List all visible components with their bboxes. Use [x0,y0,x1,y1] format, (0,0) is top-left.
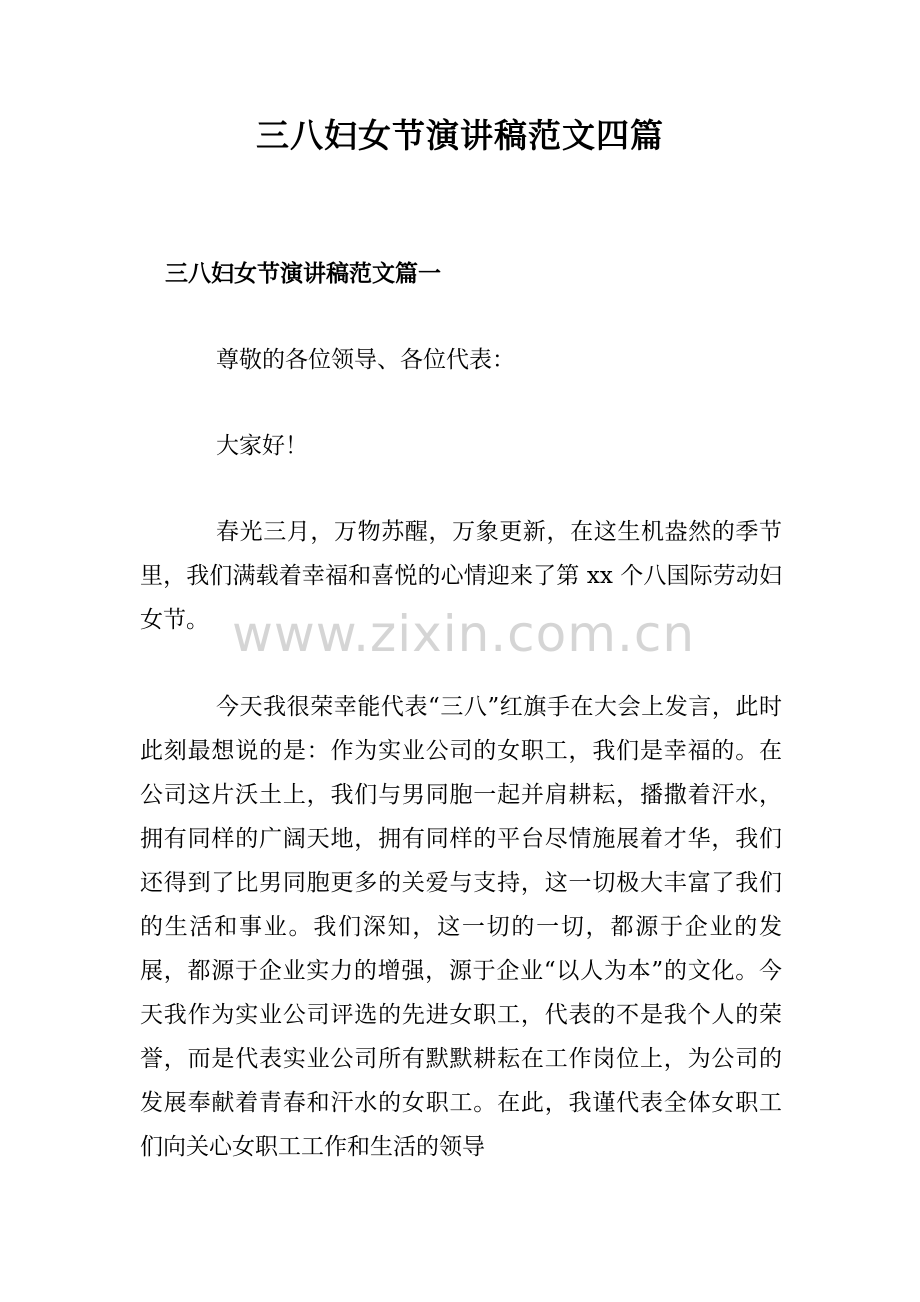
body-paragraph: 春光三月，万物苏醒，万象更新，在这生机盎然的季节里，我们满载着幸福和喜悦的心情迎来了第 xx 个八国际劳动妇女节。 [140,519,782,633]
greeting-paragraph: 大家好！ [216,433,308,459]
page-title: 三八妇女节演讲稿范文四篇 [256,116,664,155]
body-paragraph: 今天我很荣幸能代表“三八”红旗手在大会上发言，此时此刻最想说的是：作为实业公司的女职工，我们是幸福的。在公司这片沃土上，我们与男同胞一起并肩耕耘，播撒着汗水，拥有同样的广阔天地，拥有同样的平台尽情施展着才华，我们还得到了比男同胞更多的关爱与支持，这一切极大丰富了我们的生活和事业。我们深知，这一切的一切，都源于企业的发展，都源于企业实力的增强，源于企业“以人为本”的文化。今天我作为实业公司评选的先进女职工，代表的不是我个人的荣誉，而是代表实业公司所有默默耕耘在工作岗位上，为公司的发展奉献着青春和汗水的女职工。在此，我谨代表全体女职工们向关心女职工工作和生活的领导 [140,694,782,1160]
watermark: www.zixin.com.cn [232,605,696,663]
section-heading: 三八妇女节演讲稿范文篇一 [165,260,441,287]
salutation-paragraph: 尊敬的各位领导、各位代表： [216,347,515,373]
